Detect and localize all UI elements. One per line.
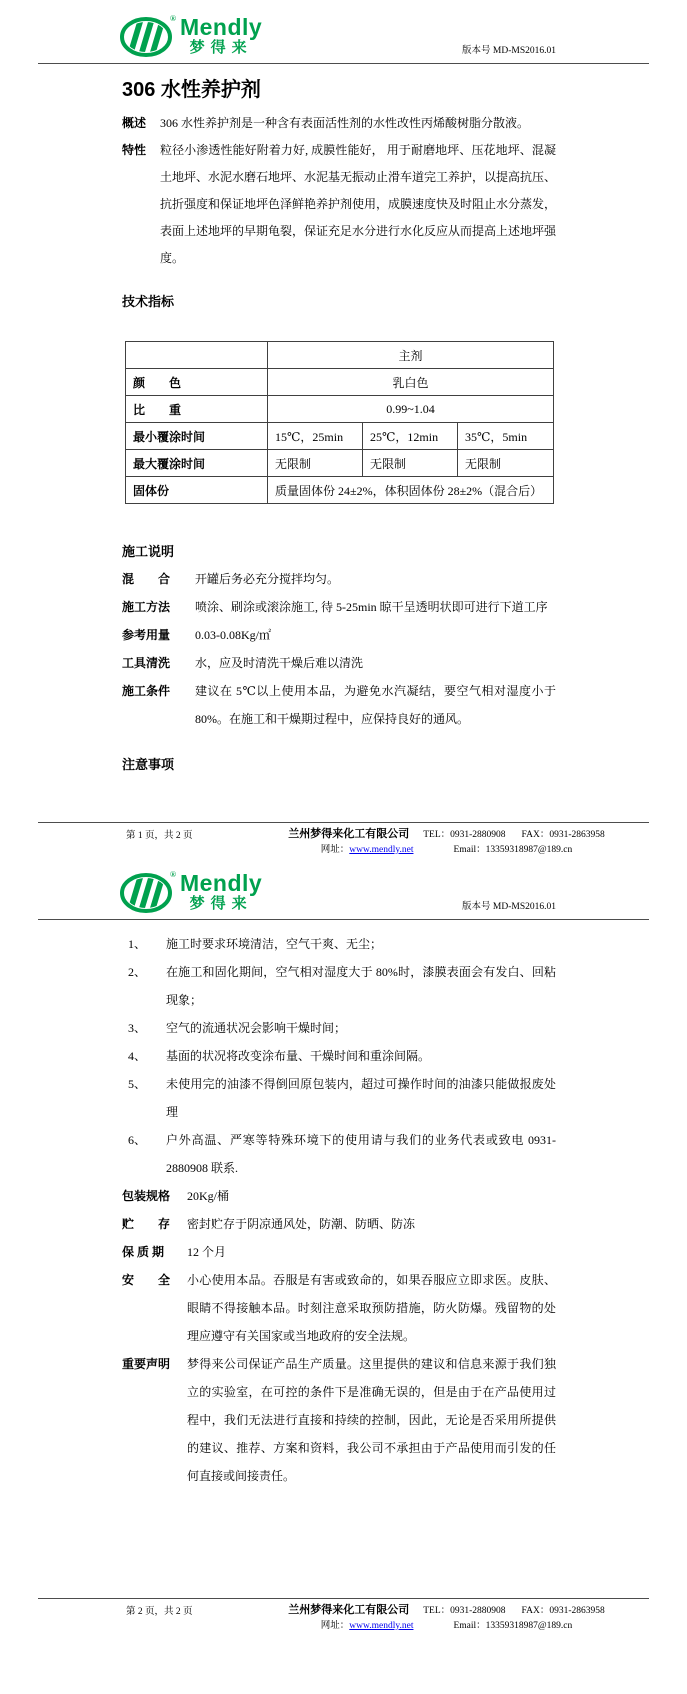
table-row [126, 342, 554, 369]
list-item-text: 在施工和固化期间，空气相对湿度大于 80%时，漆膜表面会有发白、回粘现象； [166, 965, 556, 1007]
conditions-text: 建议在 5℃以上使用本品，为避免水汽凝结，要空气相对湿度小于 80%。在施工和干燥期过程中，应保持良好的通风。 [195, 684, 556, 726]
storage-label: 贮 存 [122, 1217, 171, 1231]
brand-name: Mendly [179, 870, 263, 896]
mixing-text: 开罐后务必充分搅拌均匀。 [195, 572, 340, 586]
safety-text: 小心使用本品。吞服是有害或致命的，如果吞服应立即求医。皮肤、眼睛不得接触本品。时刻注意采取预防措施，防火防爆。残留物的处理应遵守有关国家或当地政府的安全法规。 [187, 1273, 556, 1343]
list-item [128, 1126, 556, 1182]
website-label: 网址： [320, 1621, 350, 1631]
website-link[interactable]: www.mendly.net [349, 845, 414, 855]
page1-footer [38, 822, 649, 858]
color-label: 颜 色 [126, 369, 268, 396]
notes-heading: 注意事项 [122, 757, 175, 772]
list-item-number: 2、 [128, 965, 147, 979]
mendly-logo-icon [120, 872, 172, 914]
max-recoat-25c: 无限制 [363, 450, 458, 477]
cleaning-text: 水，应及时清洗干燥后难以清洗 [195, 656, 364, 670]
construction-heading: 施工说明 [122, 544, 175, 559]
construction-row-method [122, 593, 556, 621]
list-item-text: 基面的状况将改变涂布量、干燥时间和重涂间隔。 [166, 1049, 431, 1063]
color-value: 乳白色 [268, 369, 554, 396]
cleaning-label: 工具清洗 [122, 656, 171, 670]
min-recoat-label: 最小覆涂时间 [126, 423, 268, 450]
method-text: 喷涂、刷涂或滚涂施工, 待 5-25min 晾干呈透明状即可进行下道工序 [195, 600, 548, 614]
overview-row [122, 110, 556, 137]
overview-text: 306 水性养护剂是一种含有表面活性剂的水性改性丙烯酸树脂分散液。 [160, 116, 530, 130]
dosage-text: 0.03-0.08Kg/㎡ [195, 628, 271, 642]
overview-label: 概述 [122, 116, 147, 130]
precautions-list [0, 930, 687, 1182]
version-label: 版本号 MD-MS2016.01 [462, 46, 556, 56]
conditions-label: 施工条件 [122, 684, 171, 698]
page-title: 306 水性养护剂 [122, 79, 261, 101]
features-row [122, 137, 556, 272]
table-row [126, 396, 554, 423]
shelf-life-label: 保 质 期 [122, 1245, 165, 1259]
company-name: 兰州梦得来化工有限公司 [288, 828, 410, 840]
mendly-logo-icon [120, 16, 172, 58]
main-agent-header: 主剂 [268, 342, 554, 369]
list-item-number: 3、 [128, 1021, 147, 1035]
max-recoat-label: 最大覆涂时间 [126, 450, 268, 477]
table-row [126, 477, 554, 504]
list-item [128, 930, 556, 958]
table-row [126, 369, 554, 396]
features-label: 特性 [122, 143, 147, 157]
min-recoat-35c: 35℃，5min [458, 423, 554, 450]
list-item [128, 1042, 556, 1070]
page2-footer [38, 1598, 649, 1634]
max-recoat-15c: 无限制 [268, 450, 363, 477]
packaging-text: 20Kg/桶 [187, 1189, 230, 1203]
disclaimer-text: 梦得来公司保证产品生产质量。这里提供的建议和信息来源于我们独立的实验室，在可控的条件下是准确无误的，但是由于在产品使用过程中，我们无法进行直接和持续的控制，因此，无论是否采用所提供的建议、推荐、方案和资料，我公司不承担由于产品使用而引发的任何直接或间接责任。 [187, 1357, 556, 1483]
dosage-label: 参考用量 [122, 628, 171, 642]
list-item-number: 5、 [128, 1077, 147, 1091]
construction-row-dosage [122, 621, 556, 649]
list-item-text: 未使用完的油漆不得倒回原包装内，超过可操作时间的油漆只能做报废处理 [166, 1077, 556, 1119]
bottom-spacer [0, 1490, 687, 1598]
table-row [126, 423, 554, 450]
website-link[interactable]: www.mendly.net [349, 1621, 414, 1631]
version-label: 版本号 MD-MS2016.01 [462, 902, 556, 912]
max-recoat-35c: 无限制 [458, 450, 554, 477]
tech-spec-heading: 技术指标 [122, 294, 175, 309]
page1-header [0, 0, 687, 63]
brand-name: Mendly [179, 14, 263, 40]
mendly-logo [120, 16, 262, 58]
company-name: 兰州梦得来化工有限公司 [288, 1604, 410, 1616]
table-row [126, 450, 554, 477]
email: Email：13359318987@189.cn [453, 1621, 573, 1631]
disclaimer-row [122, 1350, 556, 1490]
list-item [128, 958, 556, 1014]
disclaimer-label: 重要声明 [122, 1357, 171, 1371]
min-recoat-15c: 15℃，25min [268, 423, 363, 450]
packaging-label: 包装规格 [122, 1189, 171, 1203]
mixing-label: 混 合 [122, 572, 171, 586]
packaging-row [122, 1182, 556, 1210]
safety-row [122, 1266, 556, 1350]
storage-row [122, 1210, 556, 1238]
page-number: 第 1 页，共 2 页 [126, 831, 193, 841]
min-recoat-25c: 25℃，12min [363, 423, 458, 450]
list-item [128, 1070, 556, 1126]
solids-value: 质量固体份 24±2%，体积固体份 28±2%（混合后） [268, 477, 554, 504]
website-label: 网址： [320, 845, 350, 855]
gravity-value: 0.99~1.04 [268, 396, 554, 423]
registered-mark: ® [170, 870, 176, 879]
gravity-label: 比 重 [126, 396, 268, 423]
email: Email：13359318987@189.cn [453, 845, 573, 855]
list-item-text: 户外高温、严寒等特殊环境下的使用请与我们的业务代表或致电 0931-2880908 联系. [166, 1133, 556, 1175]
construction-row-cleaning [122, 649, 556, 677]
tel: TEL：0931-2880908 [423, 830, 506, 840]
list-item-number: 6、 [128, 1133, 147, 1147]
list-item-text: 空气的流通状况会影响干燥时间； [166, 1021, 347, 1035]
shelf-life-text: 12 个月 [187, 1245, 227, 1259]
spec-empty-cell [126, 342, 268, 369]
solids-label: 固体份 [126, 477, 268, 504]
brand-name-cn: 梦得来 [189, 896, 253, 912]
list-item [128, 1014, 556, 1042]
header-rule [38, 919, 649, 920]
registered-mark: ® [170, 14, 176, 23]
fax: FAX：0931-2863958 [521, 1606, 605, 1616]
page-number: 第 2 页，共 2 页 [126, 1607, 193, 1617]
method-label: 施工方法 [122, 600, 171, 614]
safety-label: 安 全 [122, 1273, 171, 1287]
brand-name-cn: 梦得来 [189, 40, 253, 56]
list-item-number: 1、 [128, 937, 147, 951]
spec-table [125, 341, 554, 504]
page2-header [0, 858, 687, 919]
mendly-logo [120, 872, 262, 914]
page-bottom-margin [0, 1634, 687, 1694]
header-rule [38, 63, 649, 64]
construction-row-conditions [122, 677, 556, 733]
tel: TEL：0931-2880908 [423, 1606, 506, 1616]
fax: FAX：0931-2863958 [521, 830, 605, 840]
storage-text: 密封贮存于阴凉通风处，防潮、防晒、防冻 [187, 1217, 416, 1231]
shelf-life-row [122, 1238, 556, 1266]
list-item-number: 4、 [128, 1049, 147, 1063]
construction-row-mixing [122, 565, 556, 593]
features-text: 粒径小渗透性能好附着力好, 成膜性能好， 用于耐磨地坪、压花地坪、混凝土地坪、水泥水磨石地坪、水泥基无振动止滑车道完工养护，以提高抗压、抗折强度和保证地坪色泽鲜艳养护剂使用，成膜速度快及时阻止水分蒸发，表面上述地坪的早期龟裂，保证充足水分进行水化反应从而提高上述地坪强度。 [160, 143, 557, 265]
list-item-text: 施工时要求环境清洁，空气干爽、无尘； [166, 937, 383, 951]
